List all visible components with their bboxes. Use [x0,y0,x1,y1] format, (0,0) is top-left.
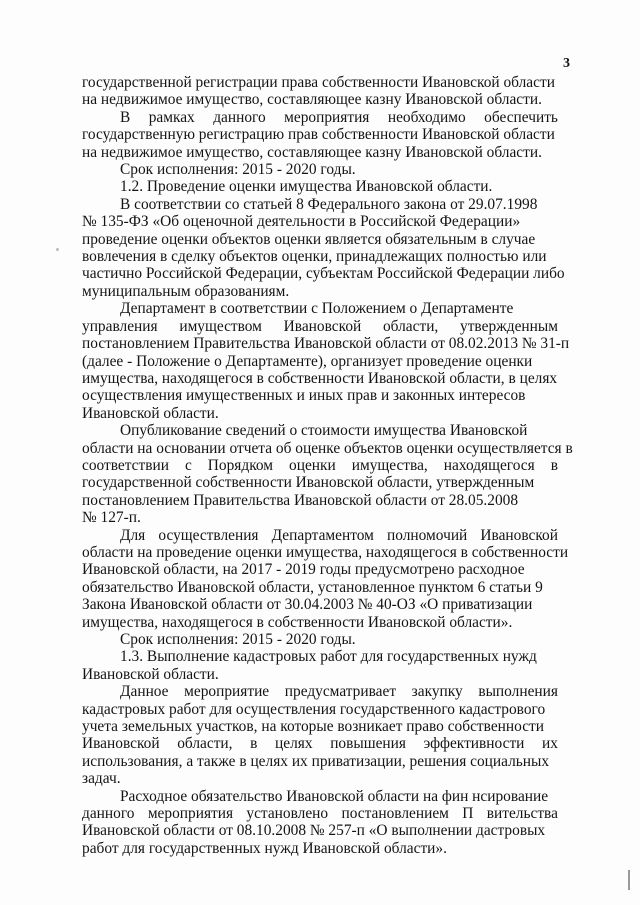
text-line: работ для государственных нужд Ивановской области». [82,839,447,857]
text-line: имущества, находящегося в собственности Ивановской области, в целях [82,369,558,387]
text-line: осуществления имущественных и иных прав и законных интересов [82,387,526,405]
text-line: Ивановской области. [82,404,219,422]
text-line: Опубликование сведений о стоимости имущества Ивановской [120,422,528,440]
text-line: государственной собственности Ивановской области, утвержденным [82,474,535,492]
text-line: проведение оценки объектов оценки является обязательным в случае [82,230,536,248]
section-heading-1-3 [82,648,558,683]
paragraph-expense-obligation [82,788,558,858]
text-line: данного мероприятия установлено постановлением П вительства [82,805,558,823]
paragraph-publication [82,422,573,527]
scan-edge-artifact [628,870,630,890]
text-line: Данное мероприятие предусматривает закупку выполнения [120,683,558,701]
paragraph-department [82,300,570,422]
text-line: Ивановской области, на 2017 - 2019 годы предусмотрено расходное [82,561,525,579]
text-line: имущества, находящегося в собственности Ивановской области». [82,613,513,631]
text-line: обязательство Ивановской области, установленное пунктом 6 статьи 9 [82,578,543,596]
paragraph-cadastral [82,683,558,787]
paragraph-funding [82,526,569,631]
page-number: 3 [563,56,570,71]
text-line: задач. [82,770,121,788]
text-line: № 135-ФЗ «Об оценочной деятельности в Российской Федерации» [82,213,521,231]
text-line: государственную регистрацию прав собственности Ивановской области [82,126,555,144]
text-line: частично Российской Федерации, субъектам Российской Федерации либо [82,265,565,283]
text-line: Ивановской области, в целях повышения эффективности их [82,735,558,753]
text-line: области на основании отчета об оценке объектов оценки осуществляется в [82,439,573,457]
text-line: на недвижимое имущество, составляющее казну Ивановской области. [82,143,542,161]
section-heading-1-2: 1.2. Проведение оценки имущества Ивановской области. [120,178,493,196]
text-line: государственной регистрации права собственности Ивановской области [82,74,555,91]
text-line: В соответствии со статьей 8 Федерального закона от 29.07.1998 [120,195,538,213]
text-line: вовлечения в сделку объектов оценки, принадлежащих полностью или [82,248,547,266]
text-line: Для осуществления Департаментом полномочий Ивановской [120,526,558,544]
text-line: Ивановской области. [82,665,219,683]
scan-speck [56,248,59,251]
paragraph-deadline: Срок исполнения: 2015 - 2020 годы. [120,161,356,179]
text-line: использования, а также в целях их приватизации, решения социальных [82,752,550,770]
text-line: постановлением Правительства Ивановской области от 08.02.2013 № 31-п [82,335,570,353]
text-line: муниципальным образованиям. [82,282,290,300]
text-line: Расходное обязательство Ивановской области на фин нсирование [120,787,549,805]
text-line: соответствии с Порядком оценки имущества, находящегося в [82,456,558,474]
text-line: № 127-п. [82,509,141,527]
paragraph-federal-law [82,195,565,300]
text-line: учета земельных участков, на которые возникает право собственности [82,718,544,736]
text-line: 1.3. Выполнение кадастровых работ для государственных нужд [120,648,537,666]
text-line: управления имуществом Ивановской области, утвержденным [82,317,558,335]
text-line: В рамках данного мероприятия необходимо обеспечить [120,108,558,126]
text-line: Ивановской области от 08.10.2008 № 257-п «О выполнении дастровых [82,822,546,840]
paragraph-deadline-2: Срок исполнения: 2015 - 2020 годы. [120,631,356,648]
paragraph-registration [82,74,558,109]
text-line: постановлением Правительства Ивановской области от 28.05.2008 [82,491,519,509]
document-body [82,74,573,857]
text-line: (далее - Положение о Департаменте), организует проведение оценки [82,352,533,370]
text-line: на недвижимое имущество, составляющее казну Ивановской области. [82,91,542,109]
text-line: Закона Ивановской области от 30.04.2003 № 40-ОЗ «О приватизации [82,596,533,614]
paragraph-measure-registration [82,109,558,161]
text-line: Департамент в соответствии с Положением о Департаменте [120,300,514,318]
text-line: кадастровых работ для осуществления государственного кадастрового [82,700,546,718]
text-line: области на проведение оценки имущества, находящегося в собственности [82,543,569,561]
